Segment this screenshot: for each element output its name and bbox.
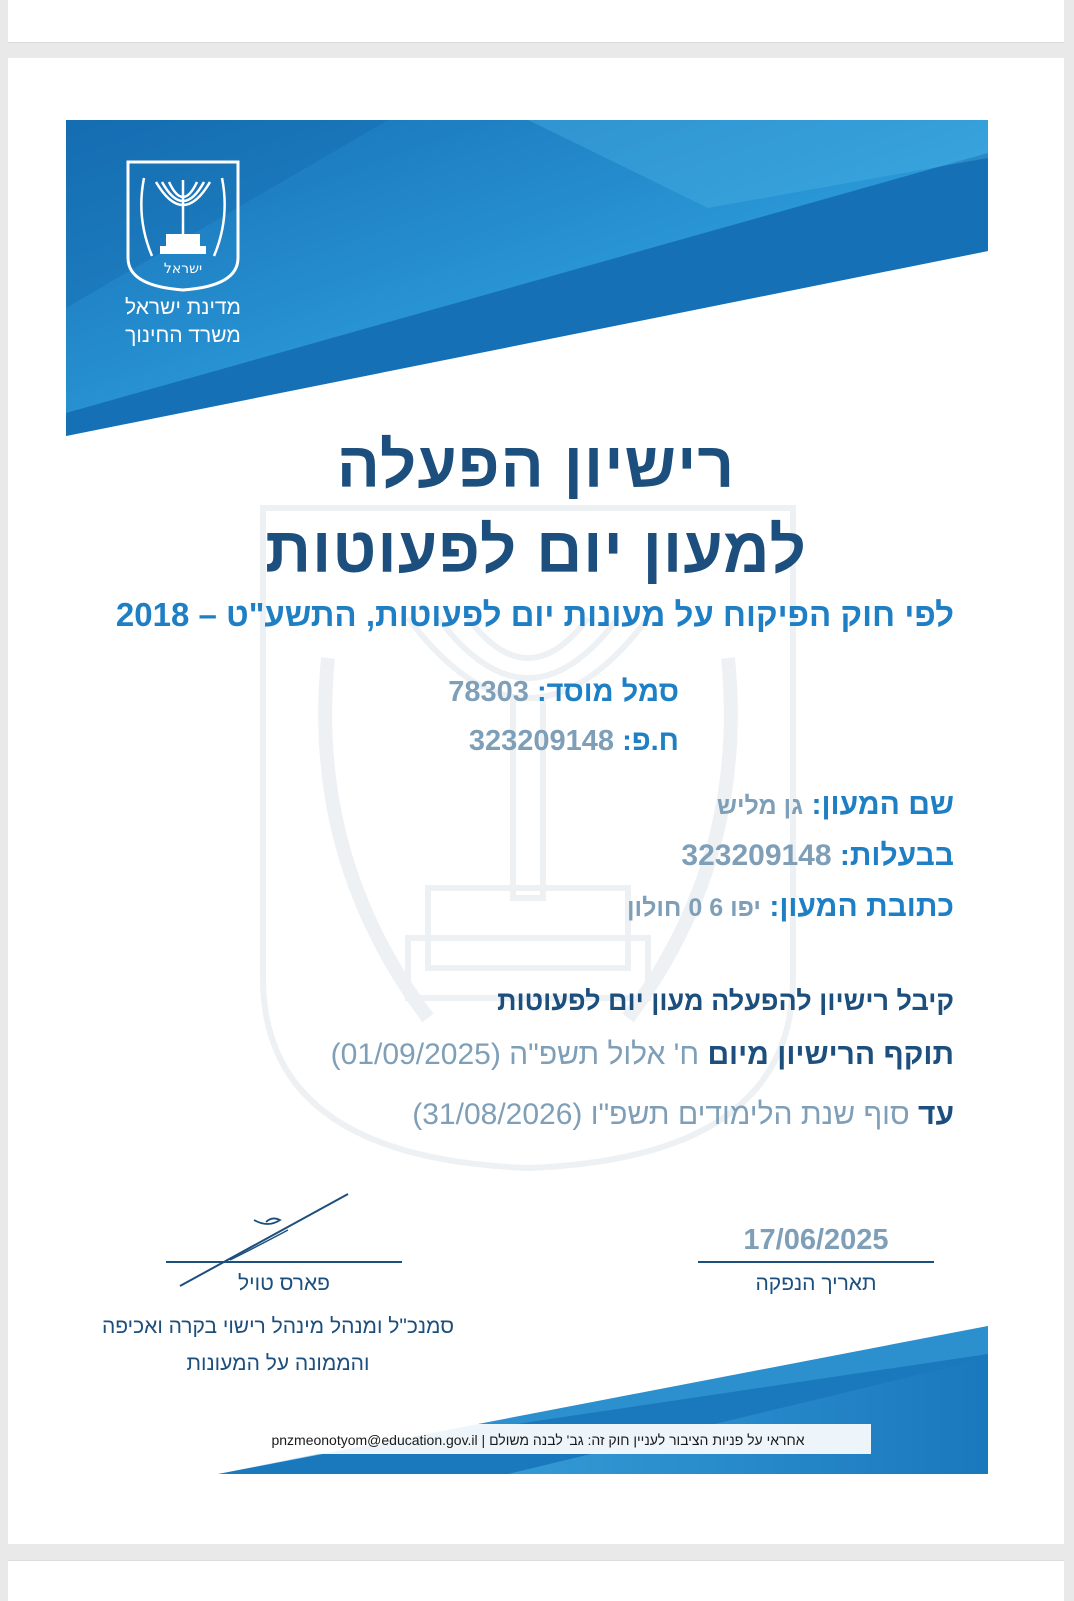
issue-date-line xyxy=(698,1261,934,1263)
ministry-name: משרד החינוך xyxy=(125,324,241,347)
institution-code-row xyxy=(448,676,679,709)
emblem-text: ישראל xyxy=(163,261,203,277)
next-page-edge xyxy=(8,1560,1064,1601)
validity-from-row xyxy=(331,1038,954,1072)
menorah-emblem-icon xyxy=(122,158,244,294)
address-value: יפו 6 0 חולון xyxy=(626,894,761,922)
signer-role-line1: סמנכ"ל ומנהל מינהל רישוי בקרה ואכיפה xyxy=(101,1315,455,1338)
signer-name: פארס טויל xyxy=(238,1272,330,1295)
owner-label: בבעלות: xyxy=(839,839,954,872)
address-label: כתובת המעון: xyxy=(769,890,954,923)
license-certificate xyxy=(8,58,1064,1544)
issue-date: 17/06/2025 xyxy=(743,1224,889,1256)
public-inquiries-footer: אחראי על פניות הציבור לעניין חוק זה: גב' לבנה משולם | pnzmeonotyom@education.gov.il xyxy=(271,1432,805,1448)
daycare-name-label: שם המעון: xyxy=(811,788,954,821)
institution-code-label: סמל מוסד: xyxy=(537,676,679,708)
address-row xyxy=(627,890,954,924)
signer-role-line2: והממונה על המעונות xyxy=(186,1352,370,1375)
daycare-name-row xyxy=(717,788,954,822)
validity-until-label: עד xyxy=(917,1098,954,1131)
owner-row xyxy=(681,839,954,873)
license-received-text: קיבל רישיון להפעלה מעון יום לפעוטות xyxy=(497,986,954,1016)
state-name: מדינת ישראל xyxy=(125,296,241,319)
validity-until-row xyxy=(412,1098,954,1132)
owner-value: 323209148 xyxy=(681,839,832,872)
validity-from-value: ח' אלול תשפ"ה (01/09/2025) xyxy=(330,1038,700,1071)
law-reference: לפי חוק הפיקוח על מעונות יום לפעוטות, התשע"ט – 2018 xyxy=(115,596,954,633)
previous-page-edge xyxy=(8,0,1064,43)
validity-from-label: תוקף הרישיון מיום xyxy=(707,1038,954,1071)
company-number-label: ח.פ: xyxy=(622,725,679,757)
signer-role xyxy=(68,1308,488,1382)
certificate-title-line2: למעון יום לפעוטות xyxy=(265,514,807,586)
company-number-row xyxy=(469,725,679,758)
daycare-name-value: גן מליש xyxy=(716,792,804,820)
validity-until-value: סוף שנת הלימודים תשפ"ו (31/08/2026) xyxy=(412,1098,910,1131)
issue-date-label: תאריך הנפקה xyxy=(755,1272,877,1295)
certificate-title-line1: רישיון הפעלה xyxy=(336,429,736,501)
company-number-value: 323209148 xyxy=(468,725,614,757)
institution-code-value: 78303 xyxy=(448,676,529,708)
signature-line xyxy=(166,1261,402,1263)
